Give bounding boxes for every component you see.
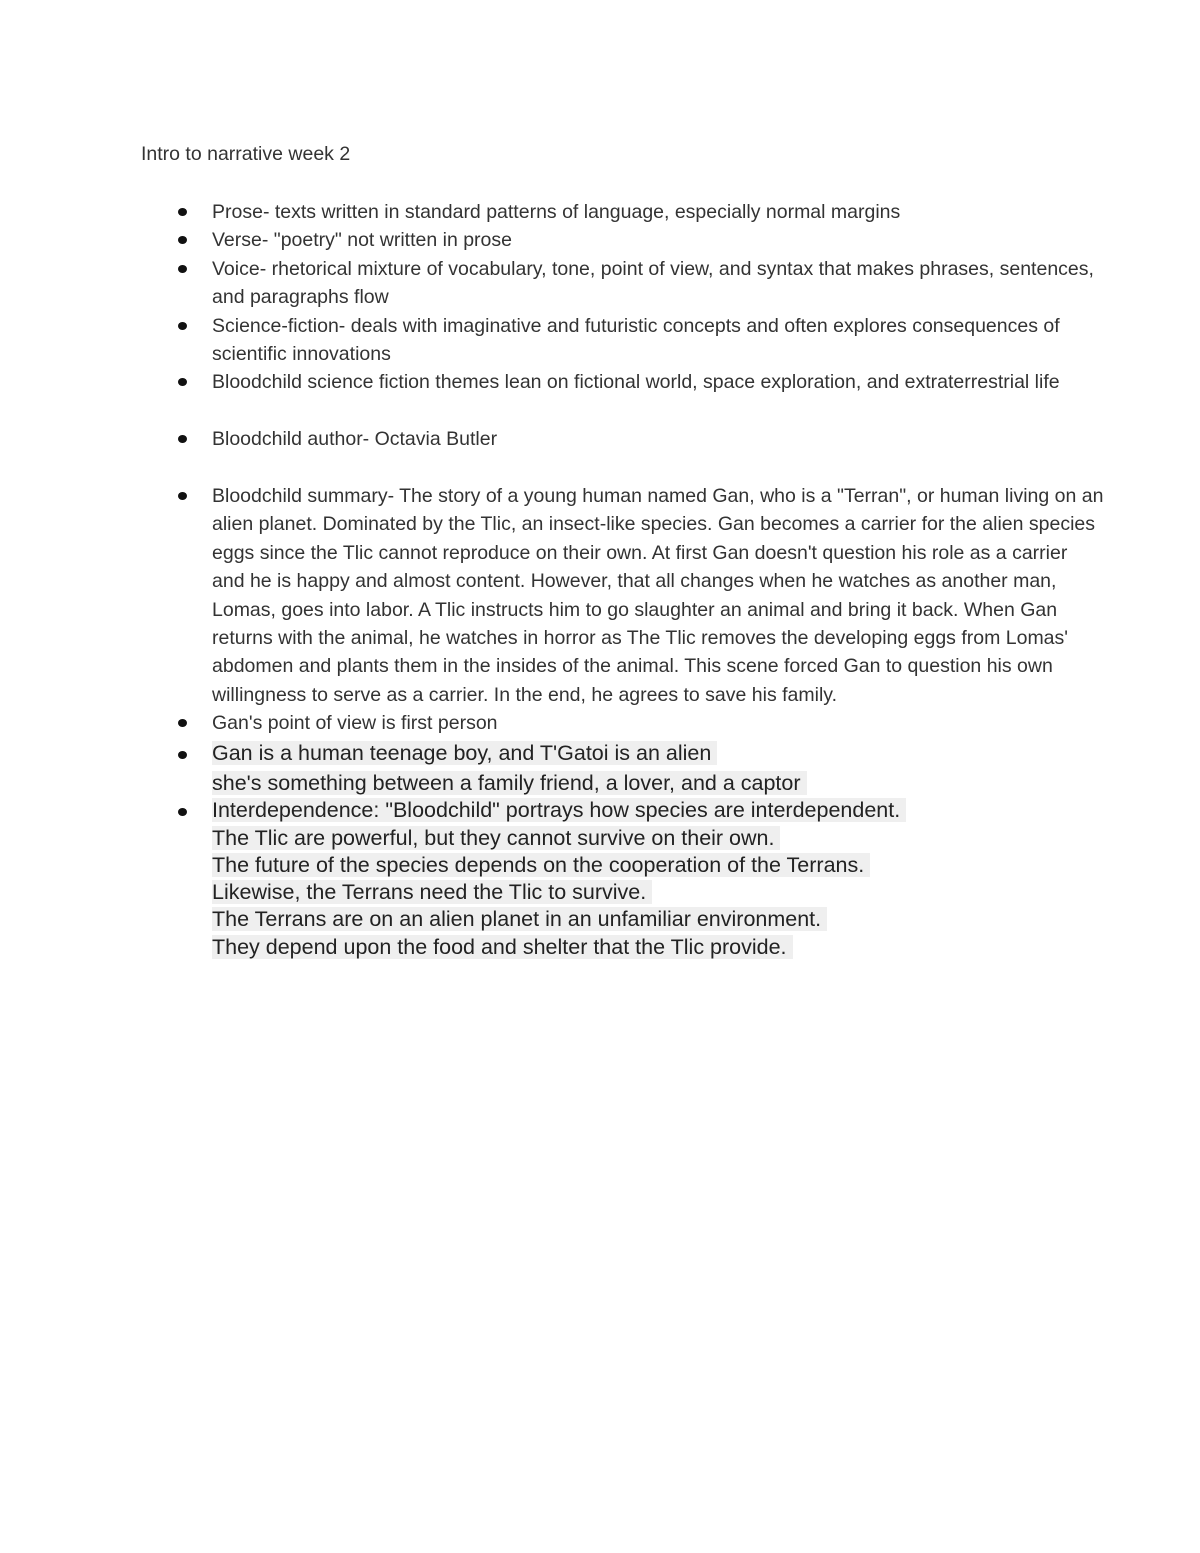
bullet-text: Bloodchild summary- The story of a young human named Gan, who is a "Terran", or human living on an: [212, 485, 1104, 508]
bullet-text: [212, 879, 988, 906]
bullet-text: alien planet. Dominated by the Tlic, an insect-like species. Gan becomes a carrier for the alien species: [212, 513, 1096, 536]
bullet-text: [212, 934, 988, 961]
bullet-text: eggs since the Tlic cannot reproduce on their own. At first Gan doesn't question his role as a carrier: [212, 541, 1068, 564]
bullet-dot-icon: [178, 435, 187, 443]
highlighted-text: The future of the species depends on the cooperation of the Terrans.: [212, 853, 870, 877]
highlighted-text: Gan is a human teenage boy, and T'Gatoi is an alien: [212, 741, 717, 765]
highlighted-text: she's something between a family friend, a lover, and a captor: [212, 771, 807, 795]
bullet-text: abdomen and plants them in the insides of the animal. This scene forced Gan to question his own: [212, 655, 1053, 678]
bullet-text: [212, 906, 988, 933]
bullet-dot-icon: [178, 719, 187, 727]
bullet-text: and he is happy and almost content. However, that all changes when he watches as another man,: [212, 570, 1057, 593]
bullet-point-of-view: [0, 709, 988, 737]
highlighted-text: Interdependence: "Bloodchild" portrays how species are interdependent.: [212, 798, 906, 822]
bullet-dot-icon: [178, 322, 187, 330]
bullet-dot-icon: [178, 236, 187, 244]
bullet-text: Bloodchild author- Octavia Butler: [212, 428, 498, 451]
bullet-dot-icon: [178, 751, 187, 759]
bullet-prose: [0, 198, 988, 226]
bullet-dot-icon: [178, 808, 187, 816]
bullet-text: Lomas, goes into labor. A Tlic instructs him to go slaughter an animal and bring it back. When Gan: [212, 598, 1058, 621]
document-title: Intro to narrative week 2: [141, 143, 351, 165]
bullet-dot-icon: [178, 492, 187, 500]
highlighted-text: The Terrans are on an alien planet in an unfamiliar environment.: [212, 907, 827, 931]
bullet-list: [0, 198, 1200, 961]
bullet-text: [212, 825, 988, 852]
bullet-text: Gan's point of view is first person: [212, 712, 498, 735]
bullet-bloodchild-themes: [0, 368, 1060, 396]
bullet-text: Science-fiction- deals with imaginative and futuristic concepts and often explores consequences of: [212, 314, 1060, 337]
bullet-dot-icon: [178, 378, 187, 386]
bullet-text: Prose- texts written in standard patterns of language, especially normal margins: [212, 201, 901, 223]
bullet-voice: [0, 255, 1094, 312]
highlighted-text: Likewise, the Terrans need the Tlic to survive.: [212, 880, 652, 904]
bullet-interdependence: [0, 797, 988, 961]
bullet-science-fiction: [0, 312, 1060, 369]
bullet-text: Bloodchild science fiction themes lean on fictional world, space exploration, and extraterrestrial life: [212, 371, 1060, 394]
bullet-text: [212, 770, 988, 797]
bullet-text: willingness to serve as a carrier. In the end, he agrees to save his family.: [212, 683, 838, 706]
bullet-text: returns with the animal, he watches in horror as The Tlic removes the developing eggs from Lomas': [212, 627, 1069, 650]
bullet-text: Verse- "poetry" not written in prose: [212, 229, 512, 252]
bullet-bloodchild-summary: [0, 482, 1104, 709]
bullet-dot-icon: [178, 265, 187, 273]
bullet-bloodchild-author: [0, 425, 988, 453]
bullet-dot-icon: [178, 208, 187, 216]
bullet-text: [212, 740, 988, 767]
highlighted-text: They depend upon the food and shelter that the Tlic provide.: [212, 935, 793, 959]
bullet-characters: [0, 740, 988, 798]
highlighted-text: The Tlic are powerful, but they cannot survive on their own.: [212, 826, 780, 850]
bullet-text: [212, 797, 988, 824]
bullet-verse: [0, 226, 988, 254]
bullet-text: [212, 852, 988, 879]
bullet-text: Voice- rhetorical mixture of vocabulary, tone, point of view, and syntax that makes phrases, sentences,: [212, 257, 1094, 280]
bullet-text: scientific innovations: [212, 343, 391, 366]
bullet-text: and paragraphs flow: [212, 286, 389, 309]
